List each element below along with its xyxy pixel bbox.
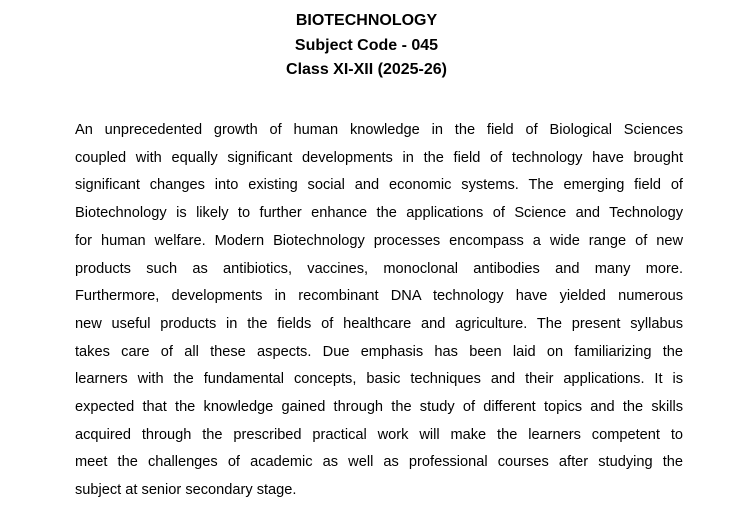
class-year: Class XI-XII (2025-26): [286, 61, 447, 78]
paragraph-line: learners with the fundamental concepts, basic techniques and their applications. It is: [75, 371, 683, 388]
subject-code: Subject Code - 045: [294, 36, 439, 54]
paragraph-line: meet the challenges of academic as well as professional courses after studying the: [75, 454, 683, 471]
paragraph-line: coupled with equally significant developments in the field of technology have brought: [75, 149, 683, 166]
paragraph-line: products such as antibiotics, vaccines, monoclonal antibodies and many more.: [75, 260, 683, 277]
paragraph-line: for human welfare. Modern Biotechnology processes encompass a wide range of new: [75, 232, 683, 249]
paragraph-line: significant changes into existing social and economic systems. The emerging field of: [75, 177, 683, 194]
paragraph-line: new useful products in the fields of healthcare and agriculture. The present syllabus: [75, 315, 683, 332]
paragraph-line: acquired through the prescribed practical work will make the learners competent to: [75, 426, 683, 443]
intro-paragraph: [75, 117, 683, 505]
paragraph-line: takes care of all these aspects. Due emphasis has been laid on familiarizing the: [75, 343, 683, 360]
paragraph-line: subject at senior secondary stage.: [75, 482, 297, 499]
paragraph-line: expected that the knowledge gained through the study of different topics and the skills: [75, 399, 683, 416]
subject-title: BIOTECHNOLOGY: [295, 12, 438, 29]
paragraph-line: Furthermore, developments in recombinant DNA technology have yielded numerous: [75, 288, 683, 305]
paragraph-line: An unprecedented growth of human knowledge in the field of Biological Sciences: [75, 122, 683, 138]
document-header: [0, 9, 733, 83]
paragraph-line: Biotechnology is likely to further enhance the applications of Science and Technology: [75, 205, 683, 222]
